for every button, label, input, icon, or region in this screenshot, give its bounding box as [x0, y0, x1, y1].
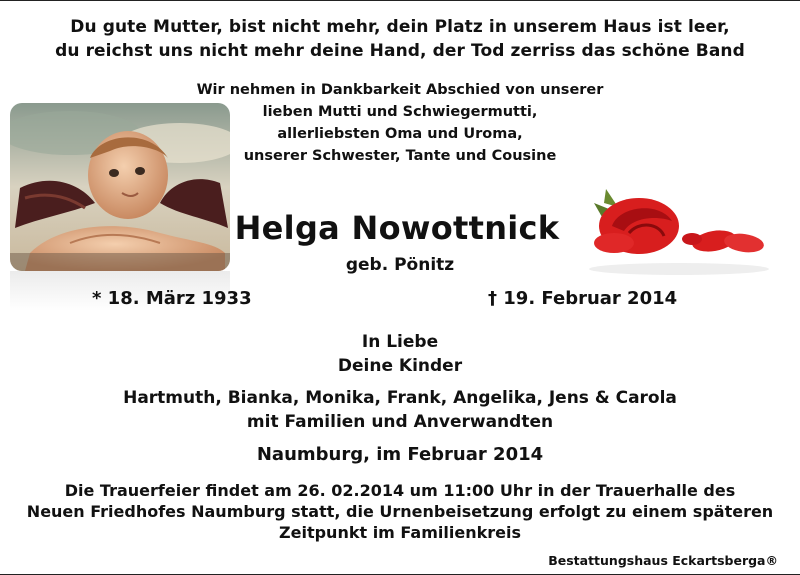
service-line-3: Zeitpunkt im Familienkreis	[279, 523, 521, 542]
intro-line-4: unserer Schwester, Tante und Cousine	[243, 148, 557, 164]
funeral-home-credit: Bestattungshaus Eckartsberga®	[548, 553, 778, 568]
birth-date: * 18. März 1933	[92, 288, 252, 309]
family-line-2: mit Familien und Anverwandten	[246, 412, 554, 432]
memorial-verse	[0, 15, 800, 63]
family-names	[0, 386, 800, 434]
death-date: † 19. Februar 2014	[488, 288, 678, 309]
rose-image	[584, 181, 774, 281]
intro-line-2: lieben Mutti und Schwiegermutti,	[262, 104, 538, 120]
closing-line-1: In Liebe	[361, 332, 439, 352]
service-line-1: Die Trauerfeier findet am 26. 02.2014 um 11:00 Uhr in der Trauerhalle des	[64, 481, 736, 500]
intro-line-1: Wir nehmen in Dankbarkeit Abschied von unserer	[196, 82, 604, 98]
angel-image	[10, 103, 230, 271]
intro-line-3: allerliebsten Oma und Uroma,	[277, 126, 523, 142]
closing-line-2: Deine Kinder	[337, 356, 463, 376]
service-line-2: Neuen Friedhofes Naumburg statt, die Urnenbeisetzung erfolgt zu einem späteren	[26, 502, 774, 521]
deceased-name: Helga Nowottnick	[234, 209, 560, 247]
verse-line-1: Du gute Mutter, bist nicht mehr, dein Platz in unserem Haus ist leer,	[70, 17, 730, 37]
birth-name: geb. Pönitz	[345, 255, 455, 275]
place-date: Naumburg, im Februar 2014	[256, 444, 544, 465]
closing-text	[0, 330, 800, 378]
funeral-service-info	[0, 480, 800, 543]
family-line-1: Hartmuth, Bianka, Monika, Frank, Angelika, Jens & Carola	[123, 388, 677, 408]
verse-line-2: du reichst uns nicht mehr deine Hand, der Tod zerriss das schöne Band	[55, 41, 745, 61]
